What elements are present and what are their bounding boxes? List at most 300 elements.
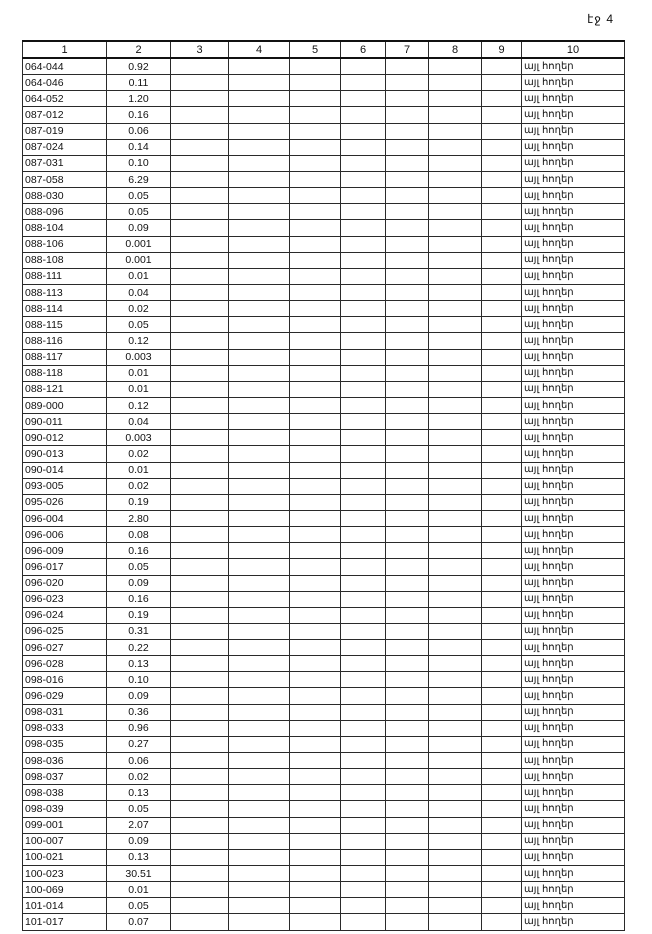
- parcel-code-cell: 087-019: [23, 123, 107, 139]
- empty-cell: [386, 785, 429, 801]
- empty-cell: [171, 188, 229, 204]
- area-value-cell: 2.07: [107, 817, 171, 833]
- empty-cell: [229, 849, 290, 865]
- empty-cell: [482, 575, 522, 591]
- empty-cell: [290, 882, 341, 898]
- empty-cell: [429, 414, 482, 430]
- area-value-cell: 6.29: [107, 171, 171, 187]
- empty-cell: [290, 672, 341, 688]
- empty-cell: [171, 543, 229, 559]
- table-row: [23, 510, 625, 526]
- area-value-cell: 1.20: [107, 91, 171, 107]
- empty-cell: [386, 672, 429, 688]
- land-category-cell: այլ հողեր: [522, 236, 625, 252]
- land-category-cell: այլ հողեր: [522, 882, 625, 898]
- empty-cell: [341, 284, 386, 300]
- table-row: [23, 414, 625, 430]
- empty-cell: [429, 688, 482, 704]
- parcel-code-cell: 096-023: [23, 591, 107, 607]
- table-row: [23, 91, 625, 107]
- empty-cell: [429, 75, 482, 91]
- empty-cell: [229, 333, 290, 349]
- empty-cell: [171, 123, 229, 139]
- land-category-cell: այլ հողեր: [522, 640, 625, 656]
- area-value-cell: 0.09: [107, 220, 171, 236]
- parcel-code-cell: 090-013: [23, 446, 107, 462]
- area-value-cell: 0.92: [107, 58, 171, 75]
- empty-cell: [386, 704, 429, 720]
- empty-cell: [290, 494, 341, 510]
- empty-cell: [386, 640, 429, 656]
- table-row: [23, 446, 625, 462]
- empty-cell: [341, 397, 386, 413]
- empty-cell: [290, 640, 341, 656]
- parcel-code-cell: 100-023: [23, 866, 107, 882]
- land-category-cell: այլ հողեր: [522, 349, 625, 365]
- empty-cell: [171, 527, 229, 543]
- land-category-cell: այլ հողեր: [522, 688, 625, 704]
- empty-cell: [341, 785, 386, 801]
- land-category-cell: այլ հողեր: [522, 672, 625, 688]
- empty-cell: [229, 801, 290, 817]
- empty-cell: [341, 817, 386, 833]
- column-header: 1: [23, 41, 107, 58]
- empty-cell: [429, 785, 482, 801]
- empty-cell: [386, 268, 429, 284]
- empty-cell: [429, 704, 482, 720]
- table-row: [23, 736, 625, 752]
- empty-cell: [386, 591, 429, 607]
- empty-cell: [290, 301, 341, 317]
- empty-cell: [429, 801, 482, 817]
- empty-cell: [341, 252, 386, 268]
- empty-cell: [290, 58, 341, 75]
- table-row: [23, 268, 625, 284]
- empty-cell: [341, 623, 386, 639]
- empty-cell: [171, 575, 229, 591]
- area-value-cell: 0.05: [107, 188, 171, 204]
- parcel-code-cell: 096-017: [23, 559, 107, 575]
- empty-cell: [171, 397, 229, 413]
- table-row: [23, 866, 625, 882]
- empty-cell: [429, 397, 482, 413]
- parcel-code-cell: 098-036: [23, 753, 107, 769]
- area-value-cell: 0.19: [107, 494, 171, 510]
- table-row: [23, 462, 625, 478]
- parcel-code-cell: 096-027: [23, 640, 107, 656]
- table-row: [23, 801, 625, 817]
- area-value-cell: 0.01: [107, 268, 171, 284]
- table-row: [23, 301, 625, 317]
- empty-cell: [229, 171, 290, 187]
- parcel-code-cell: 088-117: [23, 349, 107, 365]
- land-category-cell: այլ հողեր: [522, 397, 625, 413]
- table-row: [23, 381, 625, 397]
- empty-cell: [171, 833, 229, 849]
- empty-cell: [386, 139, 429, 155]
- parcel-code-cell: 096-029: [23, 688, 107, 704]
- table-row: [23, 656, 625, 672]
- empty-cell: [341, 914, 386, 930]
- empty-cell: [386, 365, 429, 381]
- empty-cell: [429, 381, 482, 397]
- parcel-code-cell: 101-014: [23, 898, 107, 914]
- parcel-code-cell: 087-058: [23, 171, 107, 187]
- table-row: [23, 575, 625, 591]
- empty-cell: [429, 430, 482, 446]
- parcel-code-cell: 095-026: [23, 494, 107, 510]
- empty-cell: [171, 769, 229, 785]
- empty-cell: [290, 430, 341, 446]
- empty-cell: [386, 107, 429, 123]
- empty-cell: [482, 817, 522, 833]
- empty-cell: [171, 414, 229, 430]
- empty-cell: [341, 430, 386, 446]
- empty-cell: [290, 753, 341, 769]
- land-category-cell: այլ հողեր: [522, 252, 625, 268]
- empty-cell: [229, 188, 290, 204]
- empty-cell: [386, 559, 429, 575]
- empty-cell: [429, 365, 482, 381]
- empty-cell: [386, 914, 429, 930]
- empty-cell: [171, 381, 229, 397]
- empty-cell: [229, 252, 290, 268]
- table-row: [23, 58, 625, 75]
- empty-cell: [171, 284, 229, 300]
- empty-cell: [429, 720, 482, 736]
- empty-cell: [429, 349, 482, 365]
- empty-cell: [341, 268, 386, 284]
- empty-cell: [482, 381, 522, 397]
- empty-cell: [429, 866, 482, 882]
- empty-cell: [341, 301, 386, 317]
- empty-cell: [341, 607, 386, 623]
- empty-cell: [229, 688, 290, 704]
- empty-cell: [482, 914, 522, 930]
- empty-cell: [341, 462, 386, 478]
- empty-cell: [429, 656, 482, 672]
- column-header: 5: [290, 41, 341, 58]
- empty-cell: [386, 220, 429, 236]
- empty-cell: [429, 252, 482, 268]
- empty-cell: [341, 58, 386, 75]
- empty-cell: [171, 333, 229, 349]
- empty-cell: [482, 462, 522, 478]
- empty-cell: [386, 882, 429, 898]
- parcel-code-cell: 093-005: [23, 478, 107, 494]
- land-category-cell: այլ հողեր: [522, 333, 625, 349]
- empty-cell: [429, 478, 482, 494]
- empty-cell: [290, 123, 341, 139]
- empty-cell: [229, 672, 290, 688]
- empty-cell: [386, 849, 429, 865]
- land-category-cell: այլ հողեր: [522, 736, 625, 752]
- empty-cell: [429, 672, 482, 688]
- empty-cell: [482, 720, 522, 736]
- empty-cell: [341, 204, 386, 220]
- column-header: 8: [429, 41, 482, 58]
- area-value-cell: 0.05: [107, 317, 171, 333]
- empty-cell: [429, 139, 482, 155]
- empty-cell: [482, 349, 522, 365]
- empty-cell: [171, 478, 229, 494]
- empty-cell: [341, 833, 386, 849]
- empty-cell: [290, 268, 341, 284]
- empty-cell: [341, 446, 386, 462]
- empty-cell: [229, 914, 290, 930]
- empty-cell: [429, 623, 482, 639]
- empty-cell: [171, 672, 229, 688]
- parcel-code-cell: 088-111: [23, 268, 107, 284]
- empty-cell: [290, 365, 341, 381]
- empty-cell: [229, 736, 290, 752]
- empty-cell: [229, 381, 290, 397]
- table-row: [23, 882, 625, 898]
- land-category-cell: այլ հողեր: [522, 204, 625, 220]
- empty-cell: [341, 91, 386, 107]
- table-row: [23, 753, 625, 769]
- column-header: 3: [171, 41, 229, 58]
- table-row: [23, 252, 625, 268]
- empty-cell: [482, 607, 522, 623]
- empty-cell: [386, 510, 429, 526]
- empty-cell: [229, 769, 290, 785]
- parcel-code-cell: 096-009: [23, 543, 107, 559]
- land-category-cell: այլ հողեր: [522, 720, 625, 736]
- table-row: [23, 559, 625, 575]
- empty-cell: [290, 817, 341, 833]
- empty-cell: [482, 204, 522, 220]
- empty-cell: [171, 591, 229, 607]
- land-category-cell: այլ հողեր: [522, 833, 625, 849]
- empty-cell: [482, 898, 522, 914]
- empty-cell: [229, 58, 290, 75]
- land-category-cell: այլ հողեր: [522, 107, 625, 123]
- empty-cell: [229, 607, 290, 623]
- empty-cell: [229, 575, 290, 591]
- parcel-code-cell: 098-016: [23, 672, 107, 688]
- land-category-cell: այլ հողեր: [522, 623, 625, 639]
- empty-cell: [386, 446, 429, 462]
- empty-cell: [429, 301, 482, 317]
- area-value-cell: 0.07: [107, 914, 171, 930]
- table-row: [23, 527, 625, 543]
- land-category-cell: այլ հողեր: [522, 171, 625, 187]
- parcel-code-cell: 088-104: [23, 220, 107, 236]
- empty-cell: [482, 866, 522, 882]
- area-value-cell: 0.13: [107, 785, 171, 801]
- empty-cell: [429, 155, 482, 171]
- empty-cell: [290, 527, 341, 543]
- empty-cell: [386, 58, 429, 75]
- empty-cell: [429, 527, 482, 543]
- land-category-cell: այլ հողեր: [522, 188, 625, 204]
- parcel-code-cell: 088-115: [23, 317, 107, 333]
- empty-cell: [429, 591, 482, 607]
- empty-cell: [341, 527, 386, 543]
- empty-cell: [229, 898, 290, 914]
- empty-cell: [290, 204, 341, 220]
- empty-cell: [171, 75, 229, 91]
- empty-cell: [171, 365, 229, 381]
- empty-cell: [341, 220, 386, 236]
- empty-cell: [341, 155, 386, 171]
- parcel-code-cell: 096-028: [23, 656, 107, 672]
- table-row: [23, 171, 625, 187]
- area-value-cell: 0.13: [107, 849, 171, 865]
- land-category-cell: այլ հողեր: [522, 381, 625, 397]
- empty-cell: [341, 591, 386, 607]
- empty-cell: [341, 882, 386, 898]
- area-value-cell: 0.06: [107, 123, 171, 139]
- parcel-code-cell: 098-035: [23, 736, 107, 752]
- land-category-cell: այլ հողեր: [522, 607, 625, 623]
- empty-cell: [429, 123, 482, 139]
- empty-cell: [229, 543, 290, 559]
- table-row: [23, 849, 625, 865]
- empty-cell: [341, 381, 386, 397]
- empty-cell: [341, 849, 386, 865]
- empty-cell: [171, 866, 229, 882]
- empty-cell: [290, 704, 341, 720]
- area-value-cell: 0.16: [107, 543, 171, 559]
- empty-cell: [386, 623, 429, 639]
- empty-cell: [341, 510, 386, 526]
- empty-cell: [386, 607, 429, 623]
- empty-cell: [171, 736, 229, 752]
- empty-cell: [482, 543, 522, 559]
- land-category-cell: այլ հողեր: [522, 365, 625, 381]
- empty-cell: [429, 882, 482, 898]
- table-row: [23, 607, 625, 623]
- empty-cell: [386, 301, 429, 317]
- empty-cell: [482, 736, 522, 752]
- empty-cell: [482, 236, 522, 252]
- empty-cell: [482, 430, 522, 446]
- parcel-code-cell: 100-021: [23, 849, 107, 865]
- table-row: [23, 107, 625, 123]
- empty-cell: [290, 107, 341, 123]
- empty-cell: [229, 462, 290, 478]
- empty-cell: [386, 75, 429, 91]
- empty-cell: [290, 510, 341, 526]
- empty-cell: [386, 575, 429, 591]
- table-row: [23, 123, 625, 139]
- empty-cell: [229, 817, 290, 833]
- area-value-cell: 0.14: [107, 139, 171, 155]
- empty-cell: [386, 866, 429, 882]
- empty-cell: [386, 414, 429, 430]
- empty-cell: [341, 317, 386, 333]
- empty-cell: [341, 236, 386, 252]
- empty-cell: [171, 801, 229, 817]
- empty-cell: [386, 478, 429, 494]
- empty-cell: [386, 252, 429, 268]
- table-row: [23, 284, 625, 300]
- empty-cell: [171, 785, 229, 801]
- empty-cell: [290, 171, 341, 187]
- empty-cell: [171, 252, 229, 268]
- empty-cell: [171, 607, 229, 623]
- table-row: [23, 365, 625, 381]
- empty-cell: [429, 284, 482, 300]
- empty-cell: [482, 623, 522, 639]
- empty-cell: [482, 672, 522, 688]
- empty-cell: [482, 769, 522, 785]
- empty-cell: [171, 349, 229, 365]
- empty-cell: [229, 753, 290, 769]
- empty-cell: [290, 720, 341, 736]
- empty-cell: [429, 188, 482, 204]
- empty-cell: [171, 559, 229, 575]
- empty-cell: [229, 155, 290, 171]
- land-category-cell: այլ հողեր: [522, 817, 625, 833]
- table-row: [23, 769, 625, 785]
- empty-cell: [429, 446, 482, 462]
- empty-cell: [290, 623, 341, 639]
- empty-cell: [171, 688, 229, 704]
- empty-cell: [171, 704, 229, 720]
- area-value-cell: 0.01: [107, 365, 171, 381]
- parcel-code-cell: 098-033: [23, 720, 107, 736]
- land-category-cell: այլ հողեր: [522, 849, 625, 865]
- area-value-cell: 0.01: [107, 381, 171, 397]
- table-row: [23, 623, 625, 639]
- empty-cell: [290, 188, 341, 204]
- empty-cell: [290, 575, 341, 591]
- column-header: 9: [482, 41, 522, 58]
- empty-cell: [290, 462, 341, 478]
- empty-cell: [429, 736, 482, 752]
- area-value-cell: 0.04: [107, 284, 171, 300]
- empty-cell: [429, 317, 482, 333]
- empty-cell: [386, 381, 429, 397]
- land-category-cell: այլ հողեր: [522, 898, 625, 914]
- empty-cell: [290, 284, 341, 300]
- parcel-code-cell: 098-038: [23, 785, 107, 801]
- area-value-cell: 0.08: [107, 527, 171, 543]
- empty-cell: [341, 720, 386, 736]
- area-value-cell: 0.96: [107, 720, 171, 736]
- area-value-cell: 0.13: [107, 656, 171, 672]
- empty-cell: [171, 139, 229, 155]
- parcel-code-cell: 096-024: [23, 607, 107, 623]
- empty-cell: [386, 769, 429, 785]
- empty-cell: [229, 284, 290, 300]
- table-row: [23, 494, 625, 510]
- land-category-cell: այլ հողեր: [522, 866, 625, 882]
- empty-cell: [229, 139, 290, 155]
- table-row: [23, 349, 625, 365]
- parcel-code-cell: 098-039: [23, 801, 107, 817]
- empty-cell: [429, 91, 482, 107]
- empty-cell: [386, 543, 429, 559]
- empty-cell: [429, 268, 482, 284]
- parcel-code-cell: 099-001: [23, 817, 107, 833]
- empty-cell: [290, 397, 341, 413]
- empty-cell: [171, 656, 229, 672]
- parcel-code-cell: 090-012: [23, 430, 107, 446]
- empty-cell: [429, 220, 482, 236]
- empty-cell: [229, 833, 290, 849]
- area-value-cell: 0.12: [107, 397, 171, 413]
- land-category-cell: այլ հողեր: [522, 510, 625, 526]
- empty-cell: [482, 414, 522, 430]
- empty-cell: [290, 898, 341, 914]
- empty-cell: [290, 139, 341, 155]
- empty-cell: [386, 656, 429, 672]
- land-parcel-table: [22, 40, 625, 931]
